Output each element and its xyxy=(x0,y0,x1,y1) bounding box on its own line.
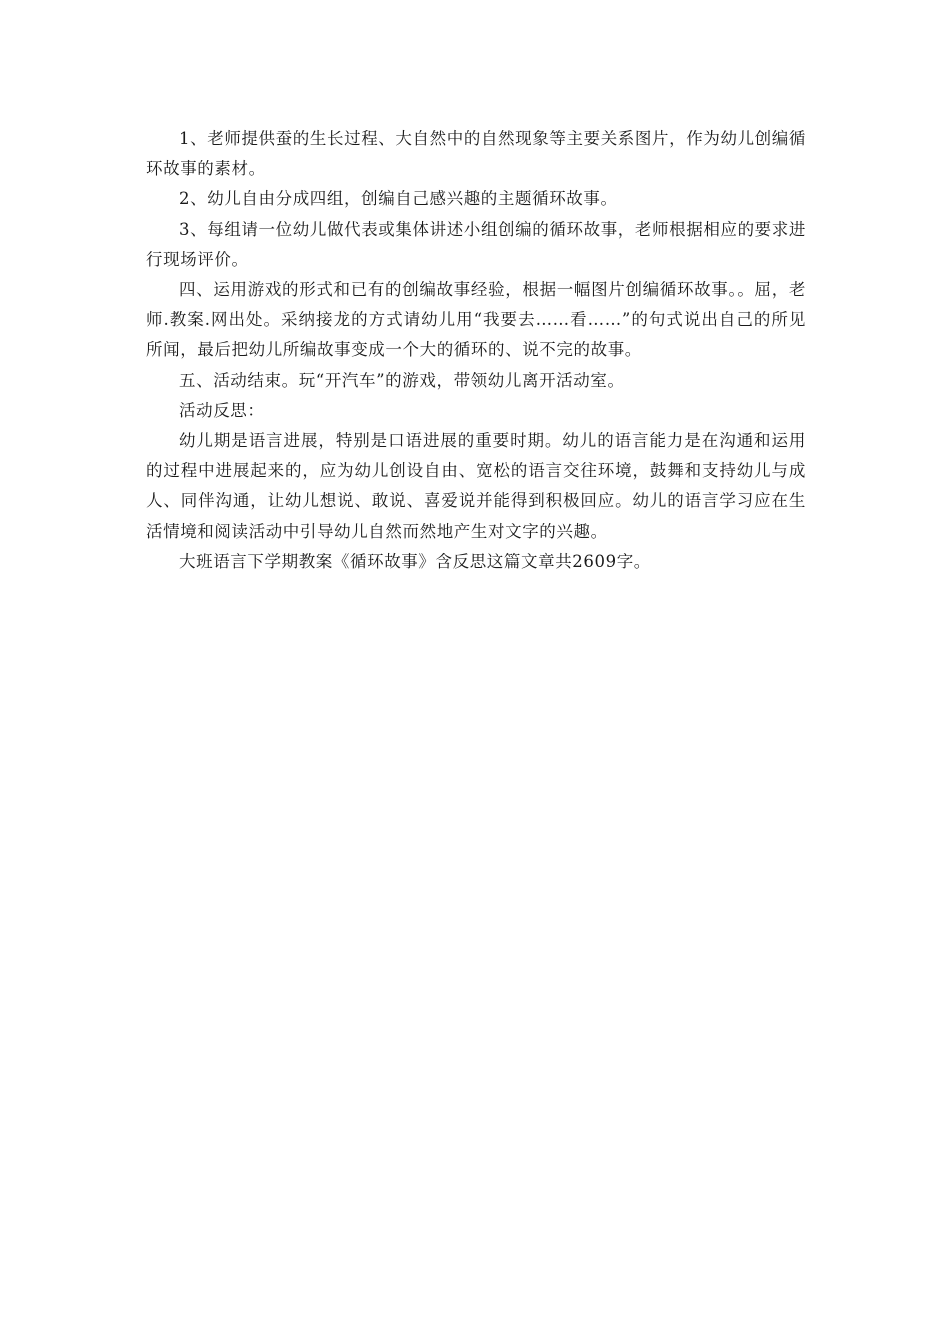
paragraph-step-2: 2、幼儿自由分成四组，创编自己感兴趣的主题循环故事。 xyxy=(179,189,618,209)
paragraph-section-4: 四、运用游戏的形式和已有的创编故事经验，根据一幅图片创编循环故事。。屈，老师.教案.网出处。采纳接龙的方式请幼儿用“我要去……看……”的句式说出自己的所见所闻，最后把幼儿所编故事变成一个大的循环的、说不完的故事。 xyxy=(146,280,806,360)
paragraph-word-count: 大班语言下学期教案《循环故事》含反思这篇文章共2609字。 xyxy=(179,551,651,571)
reflection-heading: 活动反思： xyxy=(179,400,265,420)
paragraph-section-5: 五、活动结束。玩“开汽车”的游戏，带领幼儿离开活动室。 xyxy=(179,370,625,390)
paragraph-reflection: 幼儿期是语言进展，特别是口语进展的重要时期。幼儿的语言能力是在沟通和运用的过程中进展起来的，应为幼儿创设自由、宽松的语言交往环境，鼓舞和支持幼儿与成人、同伴沟通，让幼儿想说、敢说、喜爱说并能得到积极回应。幼儿的语言学习应在生活情境和阅读活动中引导幼儿自然而然地产生对文字的兴趣。 xyxy=(146,431,806,541)
paragraph-step-3: 3、每组请一位幼儿做代表或集体讲述小组创编的循环故事，老师根据相应的要求进行现场评价。 xyxy=(146,219,806,269)
document-body xyxy=(146,124,806,577)
paragraph-step-1: 1、老师提供蚕的生长过程、大自然中的自然现象等主要关系图片，作为幼儿创编循环故事的素材。 xyxy=(146,129,806,179)
